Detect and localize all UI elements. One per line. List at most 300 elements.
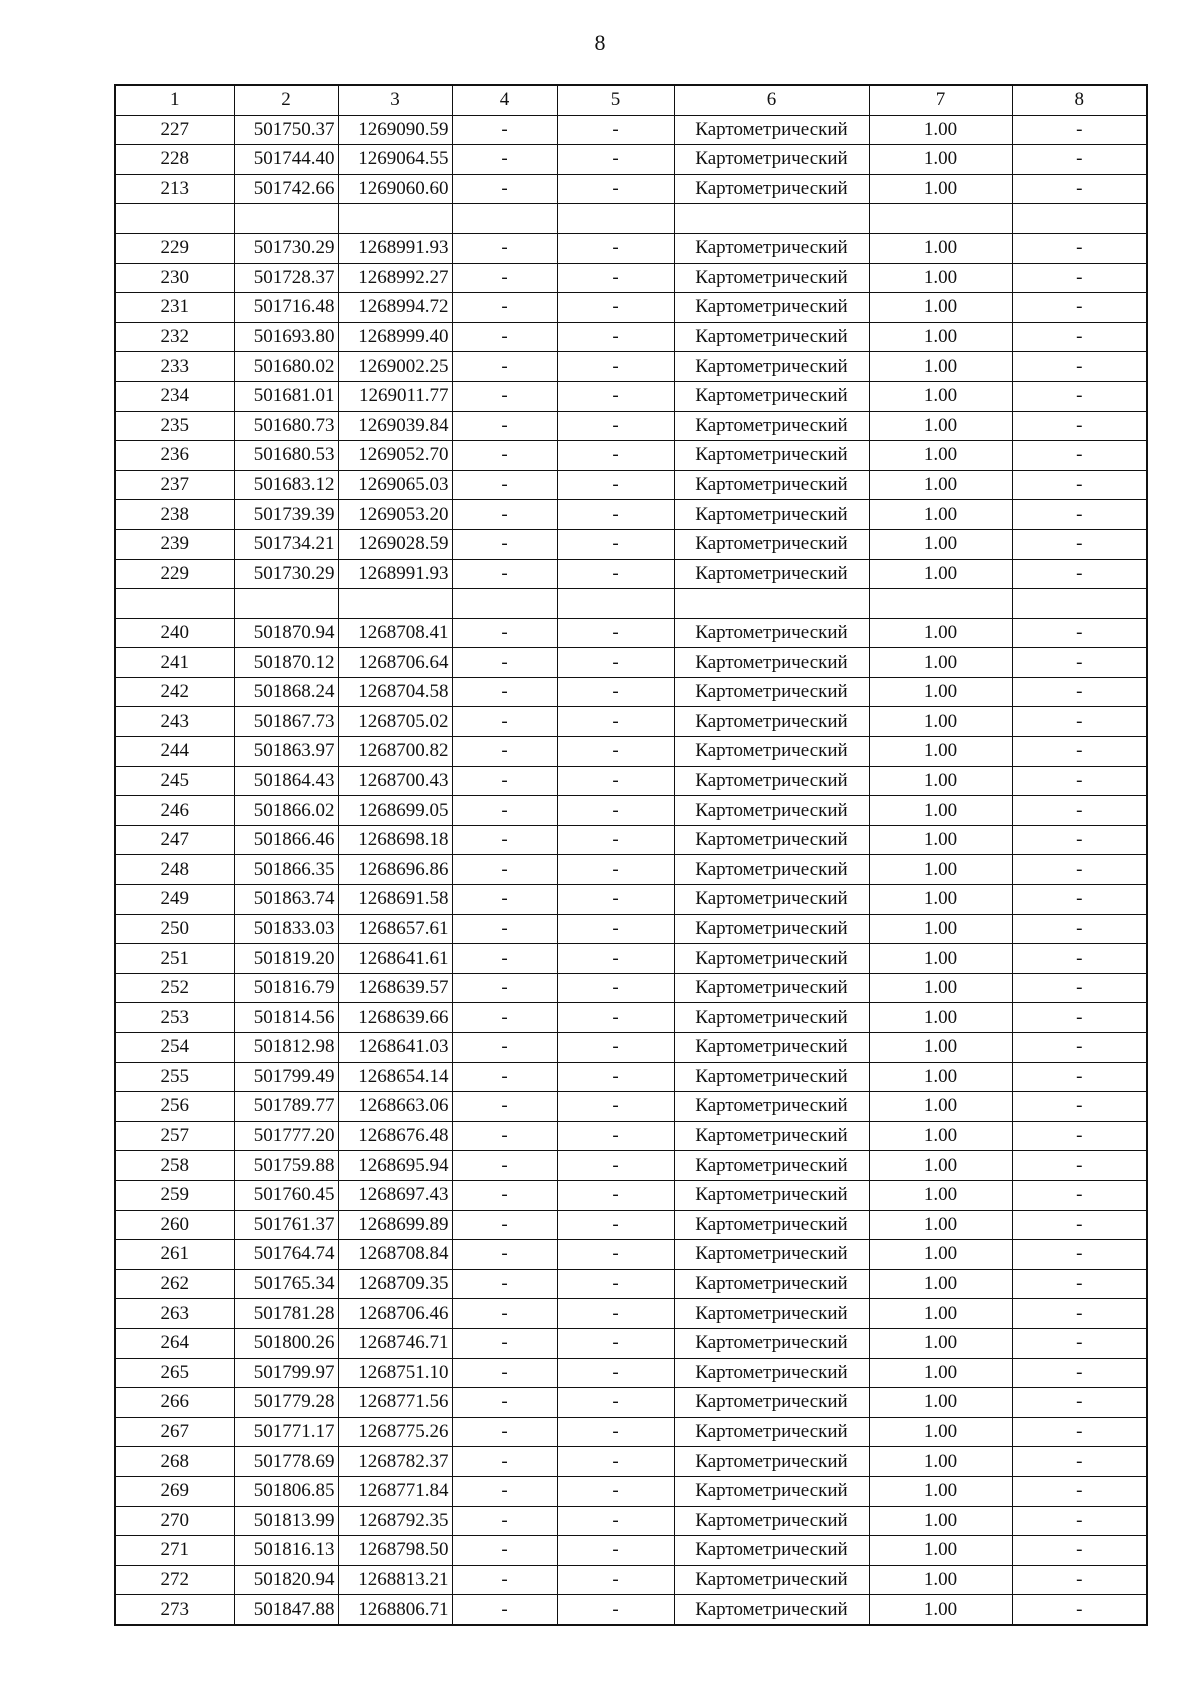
column-5-cell: -: [557, 500, 674, 530]
method-cell: Картометрический: [674, 1388, 869, 1418]
column-8-cell: -: [1012, 737, 1147, 767]
column-5-cell: -: [557, 648, 674, 678]
column-8-cell: -: [1012, 1417, 1147, 1447]
accuracy-cell: 1.00: [869, 1358, 1012, 1388]
column-5-cell: -: [557, 618, 674, 648]
column-8-cell: -: [1012, 1003, 1147, 1033]
column-8-cell: -: [1012, 352, 1147, 382]
column-header: 2: [234, 85, 338, 115]
column-8-cell: -: [1012, 1180, 1147, 1210]
column-5-cell: -: [557, 1476, 674, 1506]
x-coordinate-cell: 501868.24: [234, 677, 338, 707]
point-number-cell: 244: [115, 737, 234, 767]
x-coordinate-cell: 501833.03: [234, 914, 338, 944]
column-8-cell: -: [1012, 322, 1147, 352]
method-cell: Картометрический: [674, 411, 869, 441]
column-5-cell: -: [557, 1388, 674, 1418]
column-8-cell: -: [1012, 1299, 1147, 1329]
y-coordinate-cell: 1269039.84: [338, 411, 452, 441]
table-row: [115, 1151, 1147, 1181]
column-4-cell: -: [452, 470, 557, 500]
method-cell: Картометрический: [674, 1151, 869, 1181]
table-row: [115, 204, 1147, 234]
column-5-cell: [557, 589, 674, 619]
method-cell: [674, 204, 869, 234]
point-number-cell: 231: [115, 293, 234, 323]
table-header: [115, 85, 1147, 115]
accuracy-cell: 1.00: [869, 559, 1012, 589]
column-5-cell: -: [557, 381, 674, 411]
column-5-cell: -: [557, 1062, 674, 1092]
column-4-cell: -: [452, 944, 557, 974]
column-4-cell: -: [452, 1447, 557, 1477]
accuracy-cell: 1.00: [869, 1151, 1012, 1181]
column-4-cell: -: [452, 796, 557, 826]
point-number-cell: 227: [115, 115, 234, 145]
method-cell: Картометрический: [674, 1240, 869, 1270]
accuracy-cell: 1.00: [869, 1417, 1012, 1447]
method-cell: Картометрический: [674, 1180, 869, 1210]
point-number-cell: [115, 589, 234, 619]
point-number-cell: 250: [115, 914, 234, 944]
table-row: [115, 737, 1147, 767]
y-coordinate-cell: 1268746.71: [338, 1328, 452, 1358]
point-number-cell: 258: [115, 1151, 234, 1181]
point-number-cell: 268: [115, 1447, 234, 1477]
table-row: [115, 1210, 1147, 1240]
table-row: [115, 1565, 1147, 1595]
table-row: [115, 589, 1147, 619]
method-cell: Картометрический: [674, 1447, 869, 1477]
column-4-cell: -: [452, 352, 557, 382]
y-coordinate-cell: 1268708.41: [338, 618, 452, 648]
table-row: [115, 115, 1147, 145]
table-row: [115, 1417, 1147, 1447]
table-row: [115, 1121, 1147, 1151]
accuracy-cell: 1.00: [869, 174, 1012, 204]
table-row: [115, 973, 1147, 1003]
point-number-cell: 234: [115, 381, 234, 411]
y-coordinate-cell: 1269002.25: [338, 352, 452, 382]
column-5-cell: -: [557, 1447, 674, 1477]
x-coordinate-cell: 501730.29: [234, 233, 338, 263]
method-cell: Картометрический: [674, 825, 869, 855]
method-cell: Картометрический: [674, 973, 869, 1003]
x-coordinate-cell: 501693.80: [234, 322, 338, 352]
column-5-cell: [557, 204, 674, 234]
accuracy-cell: 1.00: [869, 648, 1012, 678]
column-8-cell: -: [1012, 500, 1147, 530]
method-cell: Картометрический: [674, 1328, 869, 1358]
accuracy-cell: 1.00: [869, 855, 1012, 885]
point-number-cell: 246: [115, 796, 234, 826]
table-body: [115, 115, 1147, 1625]
column-4-cell: -: [452, 825, 557, 855]
method-cell: Картометрический: [674, 174, 869, 204]
method-cell: Картометрический: [674, 1062, 869, 1092]
method-cell: Картометрический: [674, 677, 869, 707]
point-number-cell: 245: [115, 766, 234, 796]
accuracy-cell: 1.00: [869, 1062, 1012, 1092]
y-coordinate-cell: 1268639.57: [338, 973, 452, 1003]
column-4-cell: -: [452, 145, 557, 175]
x-coordinate-cell: 501813.99: [234, 1506, 338, 1536]
column-8-cell: -: [1012, 1506, 1147, 1536]
column-8-cell: -: [1012, 1476, 1147, 1506]
x-coordinate-cell: 501730.29: [234, 559, 338, 589]
column-8-cell: -: [1012, 381, 1147, 411]
column-4-cell: -: [452, 1536, 557, 1566]
point-number-cell: 242: [115, 677, 234, 707]
method-cell: Картометрический: [674, 500, 869, 530]
column-8-cell: -: [1012, 145, 1147, 175]
x-coordinate-cell: 501728.37: [234, 263, 338, 293]
point-number-cell: 249: [115, 885, 234, 915]
y-coordinate-cell: 1268654.14: [338, 1062, 452, 1092]
table-row: [115, 707, 1147, 737]
column-8-cell: -: [1012, 263, 1147, 293]
point-number-cell: 235: [115, 411, 234, 441]
accuracy-cell: 1.00: [869, 411, 1012, 441]
column-5-cell: -: [557, 174, 674, 204]
table-row: [115, 1595, 1147, 1625]
table-row: [115, 1299, 1147, 1329]
y-coordinate-cell: 1268792.35: [338, 1506, 452, 1536]
point-number-cell: 247: [115, 825, 234, 855]
column-5-cell: -: [557, 1417, 674, 1447]
accuracy-cell: 1.00: [869, 1299, 1012, 1329]
accuracy-cell: 1.00: [869, 1269, 1012, 1299]
column-5-cell: -: [557, 1358, 674, 1388]
y-coordinate-cell: [338, 204, 452, 234]
accuracy-cell: 1.00: [869, 1328, 1012, 1358]
point-number-cell: 233: [115, 352, 234, 382]
accuracy-cell: 1.00: [869, 1506, 1012, 1536]
method-cell: Картометрический: [674, 885, 869, 915]
method-cell: Картометрический: [674, 233, 869, 263]
x-coordinate-cell: 501847.88: [234, 1595, 338, 1625]
method-cell: [674, 589, 869, 619]
table-row: [115, 1388, 1147, 1418]
point-number-cell: 238: [115, 500, 234, 530]
column-4-cell: -: [452, 1062, 557, 1092]
column-5-cell: -: [557, 322, 674, 352]
point-number-cell: 251: [115, 944, 234, 974]
y-coordinate-cell: 1268697.43: [338, 1180, 452, 1210]
accuracy-cell: 1.00: [869, 1447, 1012, 1477]
x-coordinate-cell: 501744.40: [234, 145, 338, 175]
point-number-cell: 239: [115, 529, 234, 559]
accuracy-cell: 1.00: [869, 885, 1012, 915]
column-4-cell: -: [452, 293, 557, 323]
column-4-cell: -: [452, 1210, 557, 1240]
y-coordinate-cell: 1269011.77: [338, 381, 452, 411]
x-coordinate-cell: 501812.98: [234, 1033, 338, 1063]
column-8-cell: -: [1012, 796, 1147, 826]
accuracy-cell: 1.00: [869, 1476, 1012, 1506]
column-4-cell: -: [452, 973, 557, 1003]
column-8-cell: -: [1012, 174, 1147, 204]
point-number-cell: 272: [115, 1565, 234, 1595]
column-8-cell: -: [1012, 1269, 1147, 1299]
column-5-cell: -: [557, 855, 674, 885]
x-coordinate-cell: [234, 589, 338, 619]
column-4-cell: -: [452, 1328, 557, 1358]
accuracy-cell: 1.00: [869, 500, 1012, 530]
y-coordinate-cell: 1268705.02: [338, 707, 452, 737]
table-row: [115, 1358, 1147, 1388]
x-coordinate-cell: 501806.85: [234, 1476, 338, 1506]
column-5-cell: -: [557, 766, 674, 796]
table-row: [115, 1240, 1147, 1270]
point-number-cell: 240: [115, 618, 234, 648]
point-number-cell: 273: [115, 1595, 234, 1625]
column-5-cell: -: [557, 411, 674, 441]
table-row: [115, 855, 1147, 885]
method-cell: Картометрический: [674, 1269, 869, 1299]
method-cell: Картометрический: [674, 1121, 869, 1151]
column-8-cell: -: [1012, 973, 1147, 1003]
column-4-cell: -: [452, 441, 557, 471]
y-coordinate-cell: 1268700.82: [338, 737, 452, 767]
x-coordinate-cell: 501680.53: [234, 441, 338, 471]
column-5-cell: -: [557, 737, 674, 767]
x-coordinate-cell: 501799.97: [234, 1358, 338, 1388]
column-4-cell: -: [452, 500, 557, 530]
point-number-cell: 262: [115, 1269, 234, 1299]
y-coordinate-cell: 1268641.03: [338, 1033, 452, 1063]
y-coordinate-cell: 1268813.21: [338, 1565, 452, 1595]
column-4-cell: -: [452, 115, 557, 145]
accuracy-cell: 1.00: [869, 677, 1012, 707]
method-cell: Картометрический: [674, 1417, 869, 1447]
table-row: [115, 1269, 1147, 1299]
accuracy-cell: 1.00: [869, 115, 1012, 145]
column-5-cell: -: [557, 470, 674, 500]
x-coordinate-cell: 501742.66: [234, 174, 338, 204]
column-5-cell: -: [557, 1595, 674, 1625]
column-5-cell: -: [557, 1240, 674, 1270]
x-coordinate-cell: 501816.79: [234, 973, 338, 1003]
column-8-cell: [1012, 589, 1147, 619]
method-cell: Картометрический: [674, 707, 869, 737]
accuracy-cell: 1.00: [869, 796, 1012, 826]
method-cell: Картометрический: [674, 618, 869, 648]
point-number-cell: 260: [115, 1210, 234, 1240]
coordinates-table: [114, 84, 1148, 1626]
point-number-cell: 255: [115, 1062, 234, 1092]
column-8-cell: -: [1012, 944, 1147, 974]
column-8-cell: -: [1012, 914, 1147, 944]
point-number-cell: 230: [115, 263, 234, 293]
method-cell: Картометрический: [674, 1595, 869, 1625]
column-5-cell: -: [557, 441, 674, 471]
y-coordinate-cell: 1268709.35: [338, 1269, 452, 1299]
column-8-cell: -: [1012, 1565, 1147, 1595]
method-cell: Картометрический: [674, 441, 869, 471]
column-5-cell: -: [557, 825, 674, 855]
point-number-cell: 269: [115, 1476, 234, 1506]
table-row: [115, 470, 1147, 500]
point-number-cell: 252: [115, 973, 234, 1003]
table-row: [115, 352, 1147, 382]
column-8-cell: -: [1012, 233, 1147, 263]
column-4-cell: -: [452, 1476, 557, 1506]
table-row: [115, 145, 1147, 175]
y-coordinate-cell: 1269090.59: [338, 115, 452, 145]
column-4-cell: -: [452, 1269, 557, 1299]
column-4-cell: -: [452, 1240, 557, 1270]
method-cell: Картометрический: [674, 1033, 869, 1063]
accuracy-cell: 1.00: [869, 618, 1012, 648]
point-number-cell: 265: [115, 1358, 234, 1388]
method-cell: Картометрический: [674, 855, 869, 885]
column-8-cell: -: [1012, 1062, 1147, 1092]
column-8-cell: -: [1012, 1358, 1147, 1388]
y-coordinate-cell: 1268775.26: [338, 1417, 452, 1447]
point-number-cell: 232: [115, 322, 234, 352]
column-4-cell: -: [452, 707, 557, 737]
column-header: 1: [115, 85, 234, 115]
x-coordinate-cell: 501863.74: [234, 885, 338, 915]
x-coordinate-cell: 501814.56: [234, 1003, 338, 1033]
column-5-cell: -: [557, 1151, 674, 1181]
column-8-cell: -: [1012, 825, 1147, 855]
column-4-cell: -: [452, 381, 557, 411]
accuracy-cell: 1.00: [869, 1565, 1012, 1595]
method-cell: Картометрический: [674, 1506, 869, 1536]
column-8-cell: -: [1012, 470, 1147, 500]
table-row: [115, 1033, 1147, 1063]
x-coordinate-cell: 501681.01: [234, 381, 338, 411]
column-8-cell: -: [1012, 707, 1147, 737]
column-8-cell: -: [1012, 1121, 1147, 1151]
x-coordinate-cell: 501739.39: [234, 500, 338, 530]
point-number-cell: 248: [115, 855, 234, 885]
accuracy-cell: 1.00: [869, 825, 1012, 855]
column-8-cell: -: [1012, 1240, 1147, 1270]
method-cell: Картометрический: [674, 1003, 869, 1033]
accuracy-cell: 1.00: [869, 441, 1012, 471]
column-5-cell: -: [557, 263, 674, 293]
x-coordinate-cell: 501864.43: [234, 766, 338, 796]
column-8-cell: -: [1012, 1536, 1147, 1566]
y-coordinate-cell: 1268798.50: [338, 1536, 452, 1566]
column-4-cell: -: [452, 559, 557, 589]
page-number: 8: [594, 30, 606, 55]
method-cell: Картометрический: [674, 293, 869, 323]
column-5-cell: -: [557, 1121, 674, 1151]
column-5-cell: -: [557, 1299, 674, 1329]
x-coordinate-cell: 501800.26: [234, 1328, 338, 1358]
method-cell: Картометрический: [674, 529, 869, 559]
x-coordinate-cell: 501771.17: [234, 1417, 338, 1447]
x-coordinate-cell: 501819.20: [234, 944, 338, 974]
method-cell: Картометрический: [674, 352, 869, 382]
column-4-cell: -: [452, 737, 557, 767]
table-row: [115, 766, 1147, 796]
table-row: [115, 885, 1147, 915]
x-coordinate-cell: 501870.94: [234, 618, 338, 648]
method-cell: Картометрический: [674, 322, 869, 352]
y-coordinate-cell: 1268771.84: [338, 1476, 452, 1506]
column-8-cell: -: [1012, 1033, 1147, 1063]
column-4-cell: -: [452, 914, 557, 944]
y-coordinate-cell: 1268991.93: [338, 559, 452, 589]
method-cell: Картометрический: [674, 766, 869, 796]
point-number-cell: 237: [115, 470, 234, 500]
accuracy-cell: 1.00: [869, 737, 1012, 767]
x-coordinate-cell: 501750.37: [234, 115, 338, 145]
column-header: 8: [1012, 85, 1147, 115]
y-coordinate-cell: 1268994.72: [338, 293, 452, 323]
method-cell: Картометрический: [674, 1092, 869, 1122]
point-number-cell: 266: [115, 1388, 234, 1418]
column-4-cell: [452, 589, 557, 619]
accuracy-cell: 1.00: [869, 1388, 1012, 1418]
column-4-cell: -: [452, 263, 557, 293]
column-4-cell: -: [452, 1180, 557, 1210]
table-row: [115, 914, 1147, 944]
column-5-cell: -: [557, 145, 674, 175]
column-8-cell: -: [1012, 559, 1147, 589]
method-cell: Картометрический: [674, 470, 869, 500]
column-5-cell: -: [557, 1328, 674, 1358]
column-4-cell: -: [452, 1033, 557, 1063]
x-coordinate-cell: 501799.49: [234, 1062, 338, 1092]
x-coordinate-cell: 501716.48: [234, 293, 338, 323]
x-coordinate-cell: 501779.28: [234, 1388, 338, 1418]
table-row: [115, 677, 1147, 707]
column-8-cell: -: [1012, 115, 1147, 145]
column-4-cell: -: [452, 1506, 557, 1536]
accuracy-cell: 1.00: [869, 529, 1012, 559]
column-4-cell: -: [452, 411, 557, 441]
table-row: [115, 944, 1147, 974]
column-5-cell: -: [557, 1003, 674, 1033]
y-coordinate-cell: 1268991.93: [338, 233, 452, 263]
column-4-cell: [452, 204, 557, 234]
table-row: [115, 618, 1147, 648]
x-coordinate-cell: 501816.13: [234, 1536, 338, 1566]
table-row: [115, 1476, 1147, 1506]
method-cell: Картометрический: [674, 648, 869, 678]
x-coordinate-cell: 501759.88: [234, 1151, 338, 1181]
column-8-cell: -: [1012, 855, 1147, 885]
table-row: [115, 559, 1147, 589]
column-header: 3: [338, 85, 452, 115]
x-coordinate-cell: 501777.20: [234, 1121, 338, 1151]
column-5-cell: -: [557, 1269, 674, 1299]
x-coordinate-cell: 501863.97: [234, 737, 338, 767]
point-number-cell: 236: [115, 441, 234, 471]
column-8-cell: -: [1012, 1447, 1147, 1477]
y-coordinate-cell: 1268691.58: [338, 885, 452, 915]
point-number-cell: 271: [115, 1536, 234, 1566]
column-4-cell: -: [452, 855, 557, 885]
method-cell: Картометрический: [674, 1299, 869, 1329]
x-coordinate-cell: 501680.73: [234, 411, 338, 441]
y-coordinate-cell: 1268999.40: [338, 322, 452, 352]
table-row: [115, 1003, 1147, 1033]
accuracy-cell: 1.00: [869, 1003, 1012, 1033]
y-coordinate-cell: 1268700.43: [338, 766, 452, 796]
column-4-cell: -: [452, 1358, 557, 1388]
column-4-cell: -: [452, 618, 557, 648]
x-coordinate-cell: 501778.69: [234, 1447, 338, 1477]
accuracy-cell: 1.00: [869, 263, 1012, 293]
column-4-cell: -: [452, 677, 557, 707]
